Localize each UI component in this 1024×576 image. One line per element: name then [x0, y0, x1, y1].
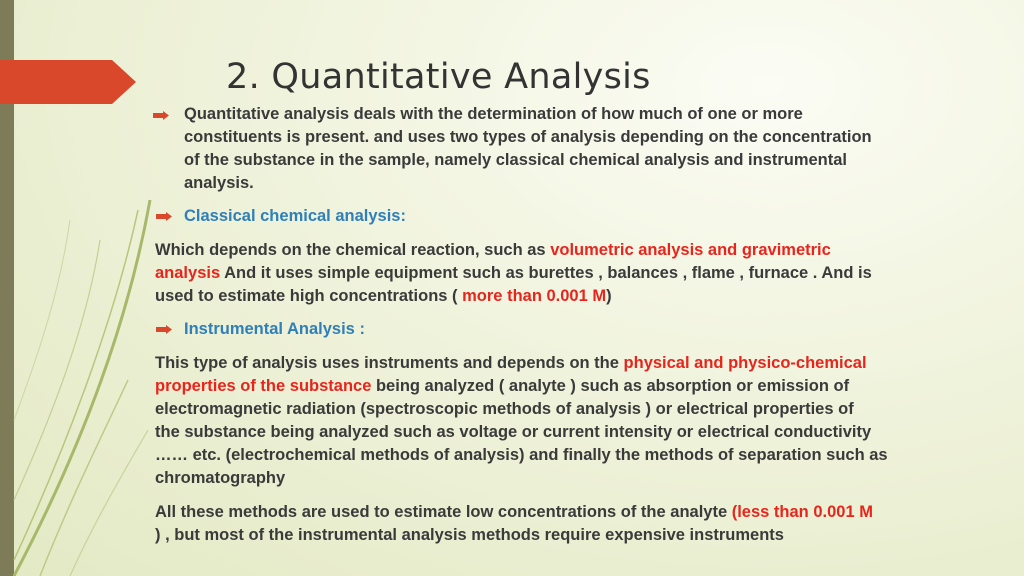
classical-line-2 [155, 262, 872, 285]
arrow-bullet-icon [156, 325, 172, 334]
slide-title: 2. Quantitative Analysis [226, 57, 651, 97]
instrumental-line-5: …… etc. (electrochemical methods of analysis) and finally the methods of separation such as [155, 446, 888, 464]
instrumental-line-6: chromatography [155, 469, 286, 487]
intro-line-2: constituents is present. and uses two types of analysis depending on the concentration [184, 128, 872, 146]
highlight-text: more than 0.001 M [462, 287, 607, 305]
highlight-text: (less than 0.001 M [731, 503, 873, 521]
arrow-bullet-icon [156, 212, 172, 221]
classical-line-3-text: used to estimate high concentrations ( [155, 287, 463, 305]
title-arrow-shape [0, 60, 140, 104]
instrumental-line-3: electromagnetic radiation (spectroscopic methods of analysis ) or electrical properties of [155, 400, 854, 418]
instrumental-line-1-text: This type of analysis uses instruments and depends on the [155, 354, 624, 372]
highlight-text: properties of the substance [155, 377, 372, 395]
intro-line-4: analysis. [184, 174, 254, 192]
classical-line-1-text: Which depends on the chemical reaction, such as [155, 241, 551, 259]
conclusion-line-1-text: All these methods are used to estimate low concentrations of the analyte [155, 503, 732, 521]
classical-heading: Classical chemical analysis: [184, 207, 406, 225]
instrumental-line-2-text: being analyzed ( analyte ) such as absorption or emission of [371, 377, 850, 395]
classical-line-2-text: And it uses simple equipment such as burettes , balances , flame , furnace . And is [220, 264, 872, 282]
instrumental-line-1 [155, 352, 867, 375]
conclusion-line-1 [155, 501, 873, 524]
intro-line-1: Quantitative analysis deals with the determination of how much of one or more [184, 105, 803, 123]
conclusion-line-2: ) , but most of the instrumental analysis methods require expensive instruments [155, 526, 784, 544]
highlight-text: physical and physico-chemical [623, 354, 867, 372]
intro-line-3: of the substance in the sample, namely classical chemical analysis and instrumental [184, 151, 848, 169]
instrumental-line-2 [155, 375, 849, 398]
instrumental-line-4: the substance being analyzed such as voltage or current intensity or electrical conductivity [155, 423, 872, 441]
highlight-text: analysis [155, 264, 221, 282]
closing-paren: ) [606, 287, 612, 305]
arrow-bullet-icon [153, 111, 169, 120]
highlight-text: volumetric analysis and gravimetric [550, 241, 831, 259]
classical-line-1 [155, 239, 831, 262]
classical-line-3 [155, 285, 612, 308]
instrumental-heading: Instrumental Analysis : [184, 320, 365, 338]
